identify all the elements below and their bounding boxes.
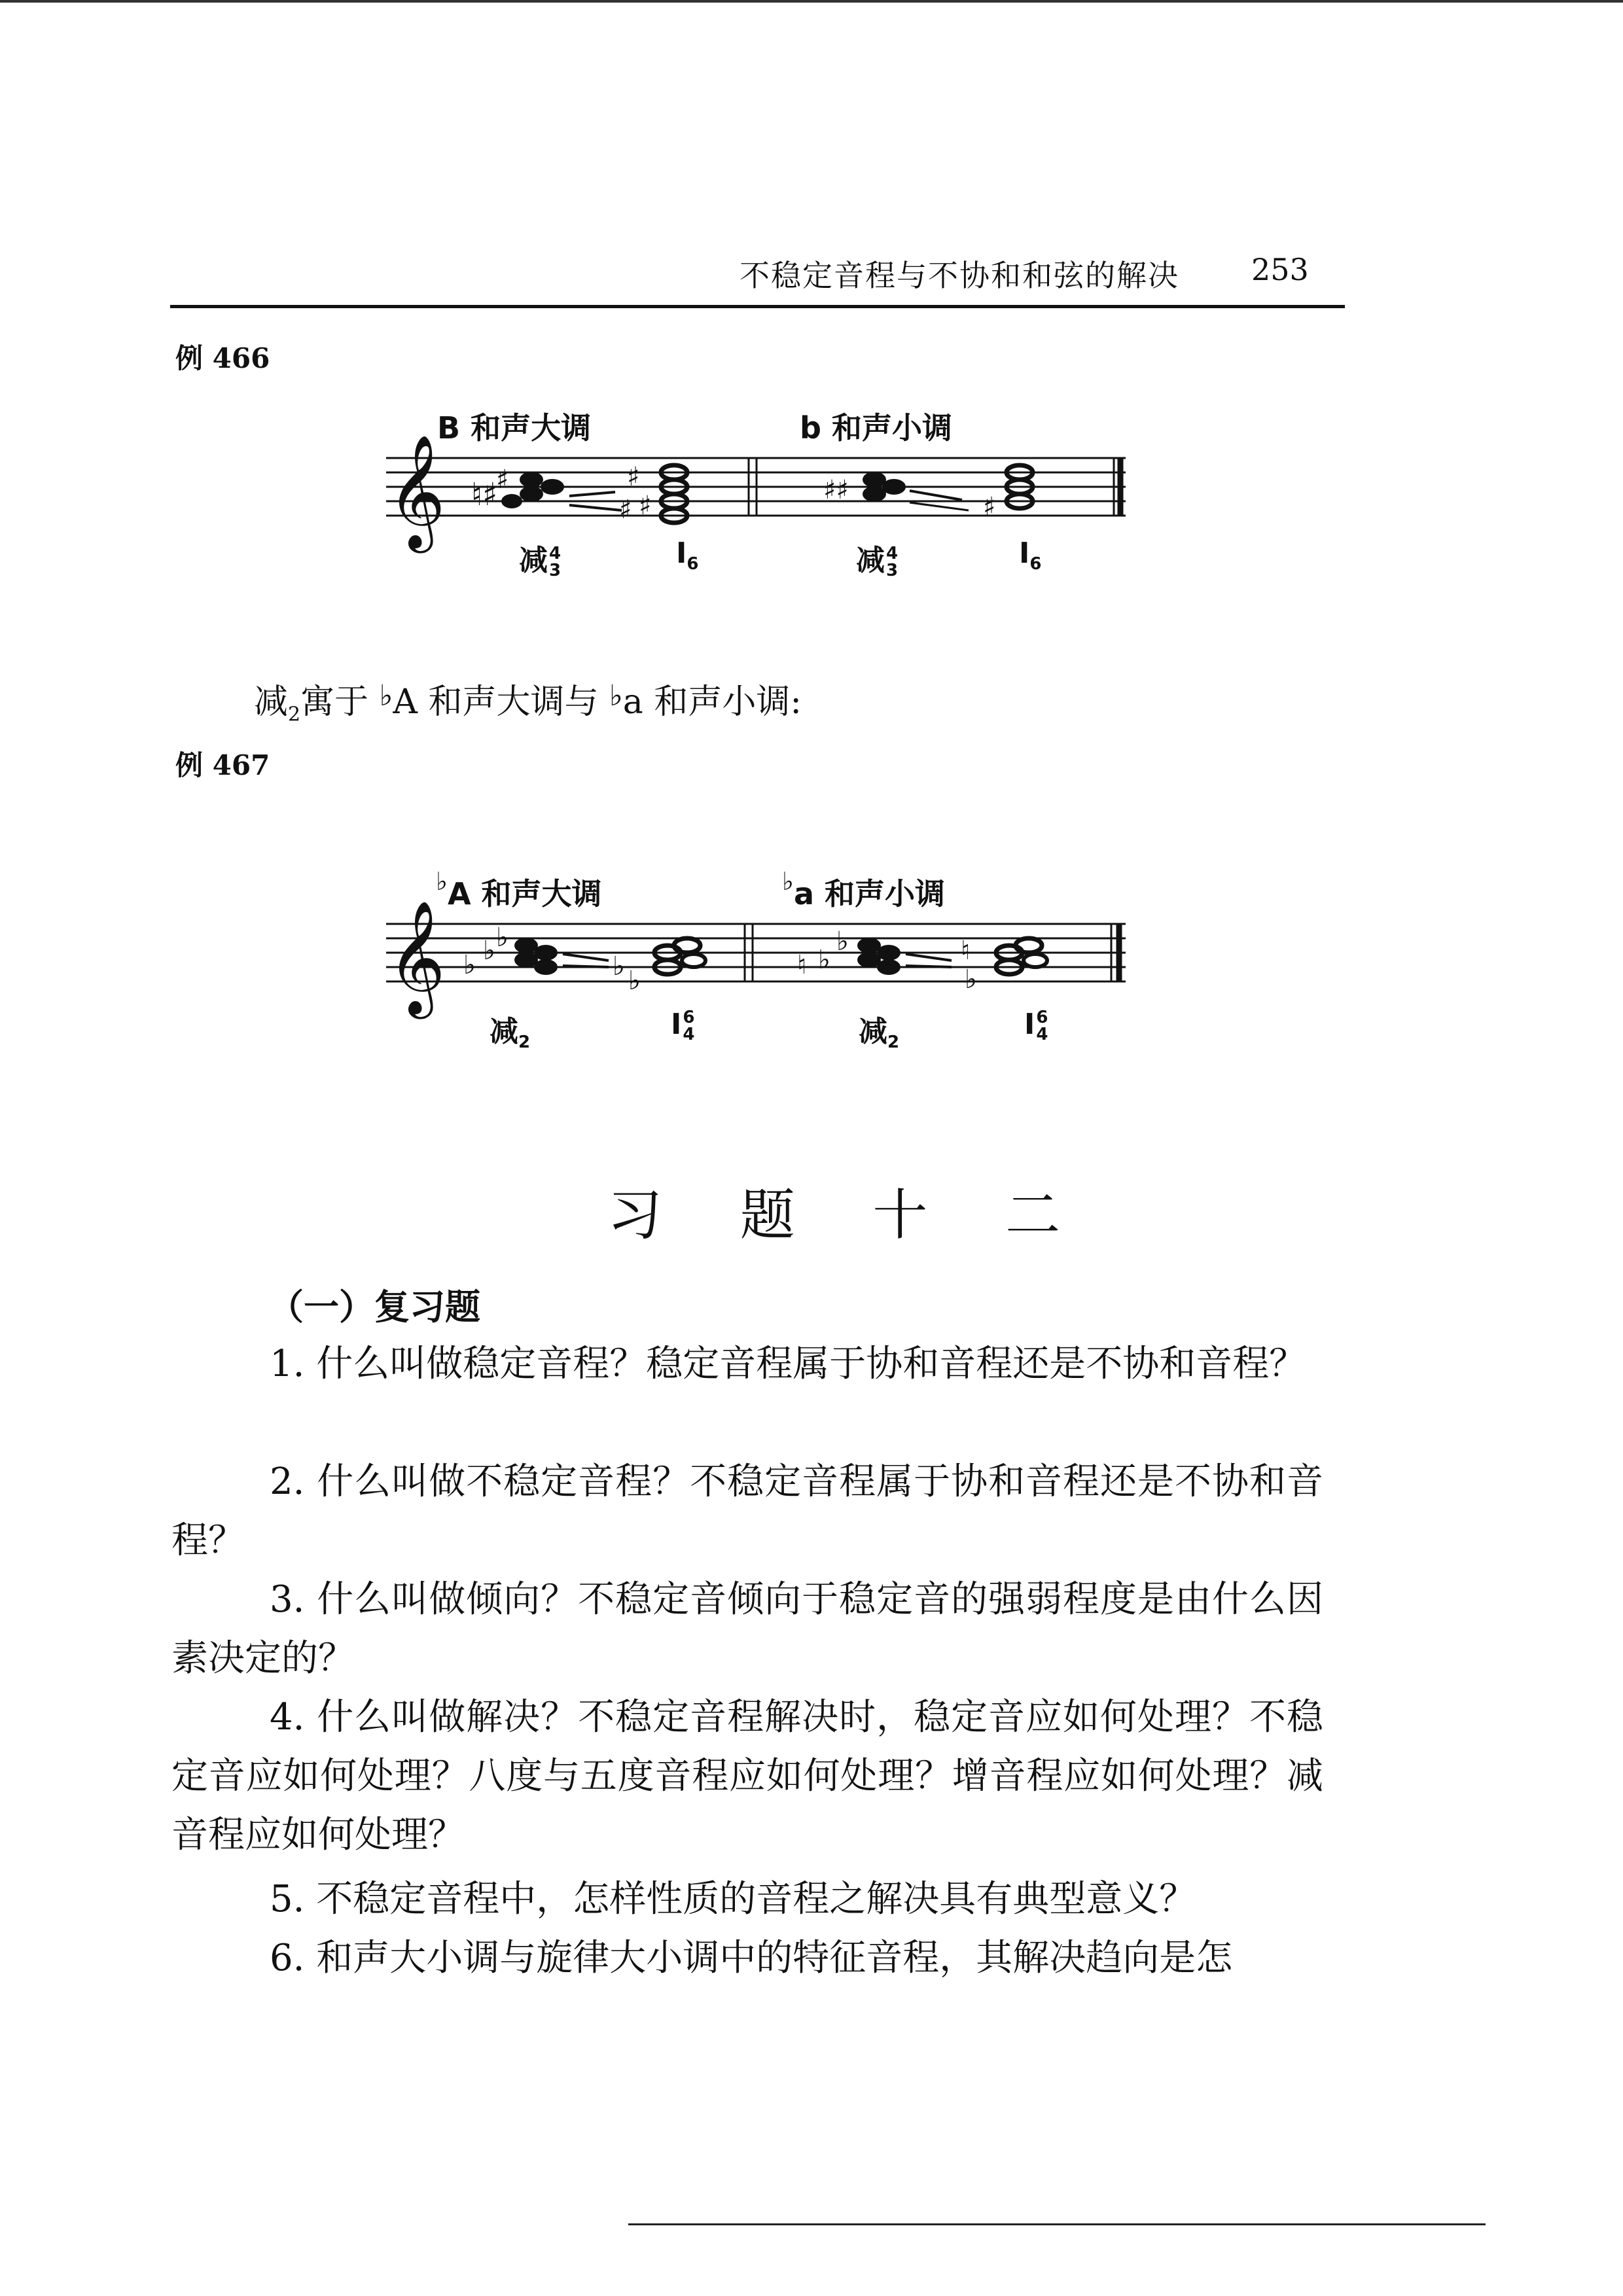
question-4: 4. 什么叫做解决？不稳定音程解决时，稳定音应如何处理？不稳定音应如何处理？八度与五度音程应如何处理？增音程应如何处理？减音程应如何处理？	[171, 1696, 1323, 1856]
svg-text:♮♯: ♮♯	[471, 476, 498, 513]
header-rule	[170, 305, 1345, 308]
svg-text:♭: ♭	[483, 936, 495, 966]
example-467-chord-tonic-left: I 6 4	[671, 1008, 695, 1044]
treble-clef-icon: 𝄞	[387, 434, 446, 548]
svg-text:♯: ♯	[496, 465, 509, 495]
example-467-key-left: ♭A 和声大调	[436, 867, 602, 911]
question-2: 2. 什么叫做不稳定音程？不稳定音程属于协和音程还是不协和音程？	[171, 1460, 1323, 1562]
svg-text:♭: ♭	[818, 945, 830, 975]
svg-text:♯: ♯	[619, 495, 632, 525]
svg-text:♮: ♮	[961, 936, 971, 966]
example-467-staff	[386, 900, 1126, 1022]
running-header-title: 不稳定音程与不协和和弦的解决	[740, 258, 1179, 293]
question-3: 3. 什么叫做倾向？不稳定音倾向于稳定音的强弱程度是由什么因素决定的？	[171, 1578, 1323, 1680]
intro-line: 减$_2$寓于 ♭A 和声大调与 ♭a 和声小调:	[254, 679, 802, 726]
page-number: 253	[1251, 252, 1309, 287]
svg-text:♭: ♭	[496, 923, 508, 953]
example-467-chord-tonic-right: I 6 4	[1024, 1008, 1048, 1044]
svg-text:♭: ♭	[463, 950, 476, 980]
example-467-key-right: ♭a 和声小调	[782, 867, 945, 911]
example-466-chord-tonic-left: $I_6$	[676, 537, 699, 574]
example-466-chord-dim-right: 减 4 3	[856, 544, 899, 580]
example-466-label: 例 466	[175, 342, 270, 374]
question-5: 5. 不稳定音程中，怎样性质的音程之解决具有典型意义？	[270, 1878, 1196, 1920]
example-467-chord-dim-left: 减$_2$	[490, 1015, 531, 1052]
svg-text:♭: ♭	[965, 964, 977, 995]
svg-text:♯: ♯	[983, 492, 996, 522]
example-467-label: 例 467	[175, 749, 270, 781]
scan-edge-top	[0, 0, 1623, 3]
example-466-chord-tonic-right: $I_6$	[1019, 537, 1042, 574]
question-6: 6. 和声大小调与旋律大小调中的特征音程，其解决趋向是怎	[270, 1937, 1233, 1979]
svg-text:♭: ♭	[836, 927, 849, 957]
example-466-key-right: b 和声小调	[800, 410, 952, 446]
question-1: 1. 什么叫做稳定音程？稳定音程属于协和音程还是不协和音程？	[270, 1343, 1306, 1385]
svg-text:♯: ♯	[627, 462, 640, 492]
example-466-staff	[386, 434, 1126, 556]
example-466-chord-dim-left: 减 4 3	[519, 544, 562, 580]
svg-text:♭: ♭	[628, 966, 641, 996]
treble-clef-icon: 𝄞	[387, 900, 446, 1014]
example-467-chord-dim-right: 减$_2$	[859, 1015, 900, 1052]
section-subhead: （一）复习题	[268, 1286, 480, 1328]
scan-artifact-line	[628, 2223, 1486, 2225]
section-title: 习 题 十 二	[607, 1183, 1091, 1247]
example-466-key-left: B 和声大调	[437, 410, 592, 446]
svg-text:♭: ♭	[613, 951, 625, 981]
svg-text:♯: ♯	[639, 491, 652, 521]
svg-text:♮: ♮	[797, 950, 807, 980]
svg-text:♯♯: ♯♯	[823, 475, 849, 505]
